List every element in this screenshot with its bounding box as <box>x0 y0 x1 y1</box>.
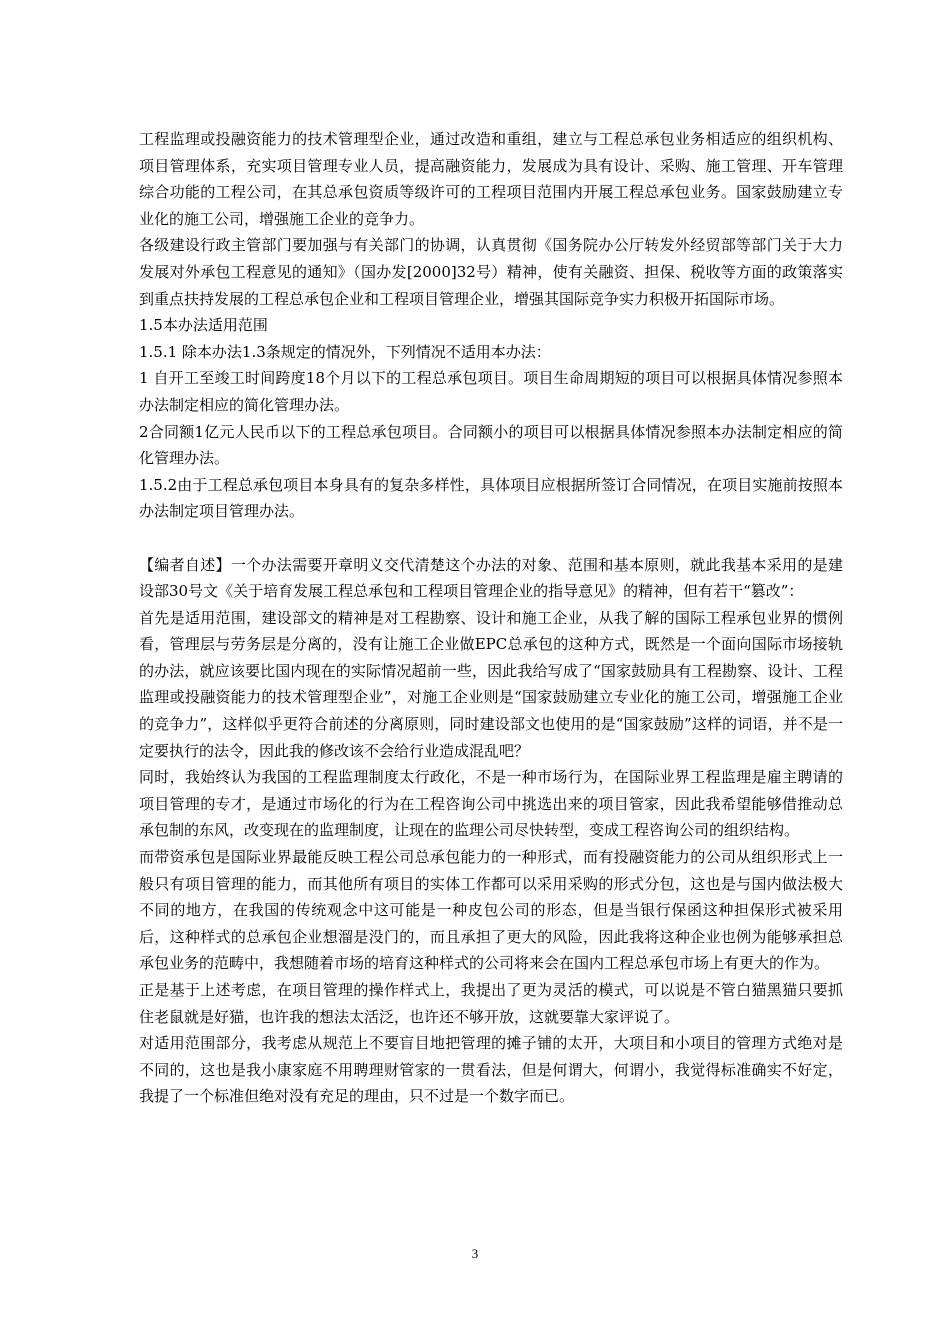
editor-note-standard: 对适用范围部分，我考虑从规范上不要盲目地把管理的摊子铺的太开，大项目和小项目的管理方式绝对是不同的，这也是我小康家庭不用聘理财管家的一贯看法，但是何谓大，何谓小，我觉得标准确实不好定，我提了一个标准但绝对没有充足的理由，只不过是一个数字而已。 <box>139 1034 843 1106</box>
editor-note-financing: 而带资承包是国际业界最能反映工程公司总承包能力的一种形式，而有投融资能力的公司从组织形式上一般只有项目管理的能力，而其他所有项目的实体工作都可以采用采购的形式分包，这也是与国内做法极大不同的地方，在我国的传统观念中这可能是一种皮包公司的形态，但是当银行保函这种担保形式被采用后，这种样式的总承包企业想溜是没门的，而且承担了更大的风险，因此我将这种企业也例为能够承担总承包业务的范畴中，我想随着市场的培育这种样式的公司将来会在国内工程总承包市场上有更大的作为。 <box>139 848 843 973</box>
paragraph-policy-coordination: 各级建设行政主管部门要加强与有关部门的协调，认真贯彻《国务院办公厅转发外经贸部等部门关于大力发展对外承包工程意见的通知》（国办发[2000]32号）精神，使有关融资、担保、税收等方面的政策落实到重点扶持发展的工程总承包企业和工程项目管理企业，增强其国际竞争实力积极开拓国际市场。 <box>139 236 843 308</box>
editor-note-supervision: 同时，我始终认为我国的工程监理制度太行政化，不是一种市场行为，在国际业界工程监理是雇主聘请的项目管理的专才，是通过市场化的行为在工程咨询公司中挑选出来的项目管家，因此我希望能够借推动总承包制的东风，改变现在的监理制度，让现在的监理公司尽快转型，变成工程咨询公司的组织结构。 <box>139 768 843 840</box>
section-heading-scope: 1.5本办法适用范围 <box>139 316 268 335</box>
paragraph-enterprise-reform: 工程监理或投融资能力的技术管理型企业，通过改造和重组，建立与工程总承包业务相适应的组织机构、项目管理体系，充实项目管理专业人员，提高融资能力，发展成为具有设计、采购、施工管理、开车管理综合功能的工程公司，在其总承包资质等级许可的工程项目范围内开展工程总承包业务。国家鼓励建立专业化的施工公司，增强施工企业的竞争力。 <box>139 130 843 228</box>
editor-note-scope: 首先是适用范围，建设部文的精神是对工程勘察、设计和施工企业，从我了解的国际工程承包业界的惯例看，管理层与劳务层是分离的，没有让施工企业做EPC总承包的这种方式，既然是一个面向国际市场接轨的办法，就应该要比国内现在的实际情况超前一些，因此我给写成了“国家鼓励具有工程勘察、设计、工程监理或投融资能力的技术管理型企业”，对施工企业则是“国家鼓励建立专业化的施工公司，增强施工企业的竞争力”，这样似乎更符合前述的分离原则，同时建设部文也使用的是“国家鼓励”这样的词语，并不是一定要执行的法令，因此我的修改该不会给行业造成混乱吧？ <box>139 608 843 760</box>
clause-1-5-2: 1.5.2由于工程总承包项目本身具有的复杂多样性，具体项目应根据所签订合同情况，在项目实施前按照本办法制定项目管理办法。 <box>139 475 843 521</box>
page-number: 3 <box>471 1246 479 1261</box>
editor-note-flexibility: 正是基于上述考虑，在项目管理的操作样式上，我提出了更为灵活的模式，可以说是不管白猫黑猫只要抓住老鼠就是好猫，也许我的想法太活泛，也许还不够开放，这就要靠大家评说了。 <box>139 981 843 1026</box>
clause-1-5-1: 1.5.1 除本办法1.3条规定的情况外，下列情况不适用本办法： <box>139 342 551 361</box>
document-body <box>139 126 843 1110</box>
editor-note-intro: 【编者自述】一个办法需要开章明义交代清楚这个办法的对象、范围和基本原则，就此我基本采用的是建设部30号文《关于培育发展工程总承包和工程项目管理企业的指导意见》的精神，但有若干“篡改”： <box>139 555 843 601</box>
clause-item-1: 1 自开工至竣工时间跨度18个月以下的工程总承包项目。项目生命周期短的项目可以根据具体情况参照本办法制定相应的简化管理办法。 <box>139 369 843 414</box>
blank-line <box>139 525 843 552</box>
clause-item-2: 2合同额1亿元人民币以下的工程总承包项目。合同额小的项目可以根据具体情况参照本办法制定相应的简化管理办法。 <box>139 422 843 468</box>
